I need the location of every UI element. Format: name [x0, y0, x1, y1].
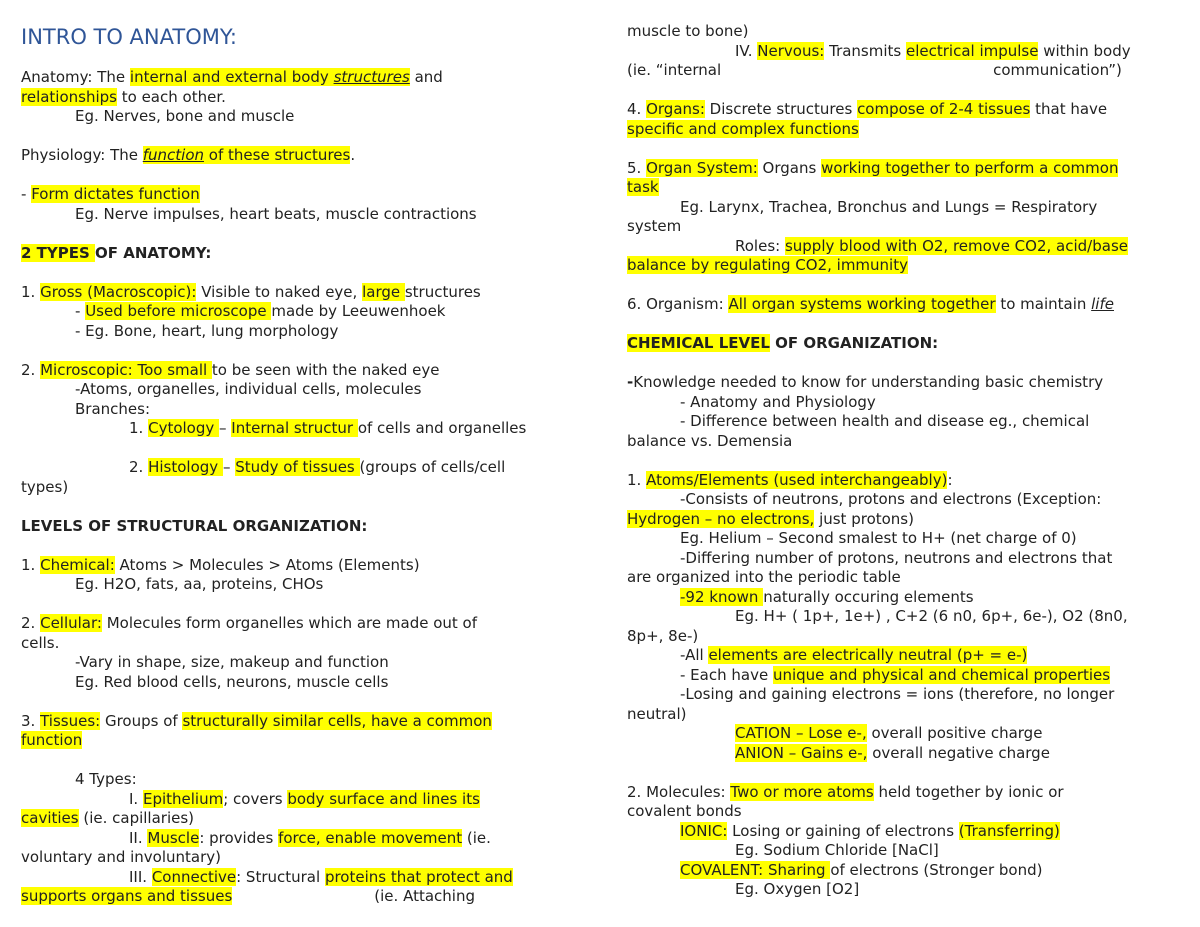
text: Atoms > Molecules > Atoms (Elements) — [114, 555, 420, 574]
text: just protons) — [814, 509, 914, 528]
knowledge-item-2-wrap: balance vs. Demensia — [627, 431, 793, 450]
molecules-wrap: covalent bonds — [627, 802, 742, 820]
highlight: CHEMICAL LEVEL — [627, 334, 770, 352]
text: – — [219, 419, 232, 437]
levels-heading: LEVELS OF STRUCTURAL ORGANIZATION: — [21, 516, 368, 535]
text: 1. — [21, 555, 41, 574]
text: Organs — [757, 158, 822, 177]
highlight: cavities — [21, 809, 79, 827]
ionic-item — [627, 822, 1182, 842]
connective-item — [21, 868, 581, 888]
highlight: Two or more atoms — [730, 782, 874, 801]
organ-system-example: Eg. Larynx, Trachea, Bronchus and Lungs = Respiratory — [680, 197, 1098, 216]
page-title: INTRO TO ANATOMY: — [21, 25, 237, 49]
highlight: specific and complex — [627, 119, 790, 138]
text: Transmits — [824, 41, 906, 60]
form-function-note — [21, 185, 581, 205]
highlight: elements are electrically neutral (p+ = e-) — [708, 646, 1028, 664]
highlight: Organ System: — [646, 158, 758, 177]
highlight: Cytology — [148, 419, 220, 437]
connective-continued: muscle to bone) — [627, 22, 749, 40]
gross-example: - Eg. Bone, heart, lung morphology — [75, 321, 339, 340]
highlight: function — [21, 731, 83, 749]
text: overall negative charge — [867, 743, 1050, 762]
histology-item — [21, 458, 581, 478]
text: : — [947, 470, 953, 489]
types-heading — [21, 244, 581, 264]
text: - — [21, 185, 32, 203]
nervous-wrap — [627, 61, 1182, 81]
highlight: supports organs and tissues — [21, 887, 233, 905]
cellular-vary: -Vary in shape, size, makeup and function — [75, 653, 389, 671]
highlight: balance by regulating CO2, immunity — [627, 256, 908, 274]
text: made by Leeuwenhoek — [271, 302, 446, 320]
atoms-neutral — [627, 646, 1182, 666]
knowledge-item-1: - Anatomy and Physiology — [680, 392, 876, 411]
text: Visible to naked eye, — [196, 282, 363, 301]
atoms-differing: -Differing number of protons, neutrons and electrons that — [680, 548, 1113, 567]
text: 2. — [21, 360, 41, 379]
organ-system-wrap — [627, 178, 1182, 198]
text: 2. — [129, 458, 149, 476]
text: Molecules form organelles which are made out of — [101, 614, 478, 632]
text: Roles: — [735, 236, 785, 255]
text: - — [75, 302, 86, 320]
text: overall positive charge — [866, 724, 1043, 742]
highlight: unique and physical and chemical properties — [772, 665, 1111, 684]
knowledge-item-2: - Difference between health and disease eg., chemical — [680, 412, 1090, 430]
highlight: Microscopic: Too small — [40, 360, 212, 379]
text: III. — [129, 867, 152, 886]
highlight: ANION – Gains e-, — [735, 743, 868, 762]
gross-used-before — [21, 302, 581, 322]
text: 5. — [627, 158, 647, 177]
epithelium-item — [21, 790, 581, 810]
highlight: functions — [789, 119, 859, 138]
underlined-term: life — [1091, 295, 1114, 313]
highlight: All organ systems working together — [728, 295, 996, 313]
text: communication”) — [993, 61, 1122, 79]
text: 6. Organism: — [627, 295, 729, 313]
text: of electrons (Stronger bond) — [830, 860, 1043, 879]
text: 1. — [129, 419, 149, 437]
highlight: supply blood with O2, remove CO2, acid/base — [784, 236, 1128, 255]
highlight: -92 known — [680, 587, 764, 606]
text: (ie. “internal — [627, 61, 722, 79]
physiology-definition — [21, 146, 581, 166]
branches-label: Branches: — [75, 399, 151, 418]
text: (ie. Attaching — [374, 887, 475, 905]
organism-level — [627, 295, 1182, 315]
atoms-example: Eg. H+ ( 1p+, 1e+) , C+2 (6 n0, 6p+, 6e-), O2 (8n0, — [735, 607, 1128, 625]
atoms-92-known — [627, 588, 1182, 608]
highlight: IONIC: — [680, 821, 728, 840]
chemical-example: Eg. H2O, fats, aa, proteins, CHOs — [75, 575, 324, 593]
gross-anatomy — [21, 283, 581, 303]
atoms-elements — [627, 471, 1182, 491]
highlight: 2 TYPES — [21, 243, 96, 262]
text: - — [627, 373, 634, 391]
text: : provides — [199, 828, 279, 847]
anatomy-definition-cont — [21, 88, 581, 108]
atoms-ions-wrap: neutral) — [627, 704, 687, 723]
knowledge-needed — [627, 373, 1182, 393]
connective-wrap — [21, 887, 581, 907]
organ-system-level — [627, 159, 1182, 179]
text: held together by ionic or — [873, 782, 1064, 801]
text: Groups of — [100, 711, 183, 730]
text: Anatomy: The — [21, 68, 130, 86]
cellular-level — [21, 614, 581, 634]
highlight: proteins that protect and — [324, 867, 513, 886]
organ-system-roles-wrap — [627, 256, 1182, 276]
text: IV. — [735, 41, 758, 60]
atoms-consist: -Consists of neutrons, protons and electrons (Exception: — [680, 490, 1102, 508]
highlight: compose of 2-4 tissues — [857, 100, 1031, 118]
highlight: structurally similar cells, have a common — [182, 711, 492, 730]
text: (groups of cells/cell — [359, 458, 506, 476]
organ-system-example-wrap: system — [627, 217, 682, 235]
highlight: Atoms/Elements (used interchangeably) — [646, 470, 948, 489]
atoms-differing-wrap: are organized into the periodic table — [627, 568, 901, 586]
cellular-example: Eg. Red blood cells, neurons, muscle cells — [75, 672, 389, 691]
cytology-item — [21, 419, 581, 439]
highlight: relationships — [21, 87, 117, 106]
text: to maintain — [995, 295, 1092, 313]
text: II. — [129, 828, 148, 847]
text: (ie. — [462, 828, 491, 847]
text: that have — [1030, 100, 1108, 118]
atoms-hydrogen — [627, 510, 1182, 530]
anion-item — [627, 744, 1182, 764]
atoms-ions: -Losing and gaining electrons = ions (therefore, no longer — [680, 685, 1115, 703]
text: to be seen with the naked eye — [211, 360, 440, 379]
text: Discrete structures — [704, 100, 858, 118]
text: 2. — [21, 614, 41, 632]
text: to each other. — [116, 87, 226, 106]
tissues-level — [21, 712, 581, 732]
covalent-example: Eg. Oxygen [O2] — [735, 880, 860, 898]
underlined-term: structures — [333, 68, 410, 86]
highlight: Muscle — [147, 828, 200, 847]
text: ; covers — [223, 789, 288, 808]
epithelium-wrap — [21, 809, 581, 829]
highlight: task — [627, 178, 659, 196]
text: OF ORGANIZATION: — [769, 334, 939, 352]
organs-level — [627, 100, 1182, 120]
muscle-item — [21, 829, 581, 849]
text: Knowledge needed to know for understanding basic chemistry — [633, 373, 1104, 391]
cellular-wrap: cells. — [21, 633, 60, 652]
highlight: Epithelium — [142, 789, 224, 808]
text: 4. — [627, 100, 647, 118]
anatomy-definition — [21, 68, 581, 88]
text: – — [222, 458, 236, 476]
text: 3. — [21, 711, 41, 730]
text: of cells and organelles — [357, 419, 527, 437]
four-types-label: 4 Types: — [75, 770, 137, 788]
text: (ie. capillaries) — [78, 809, 195, 827]
highlight: Study of tissues — [235, 458, 360, 476]
highlight: body surface and lines its — [287, 789, 480, 808]
highlight: large — [362, 282, 405, 301]
left-column — [21, 24, 581, 907]
text: -All — [680, 646, 709, 664]
highlight: Tissues: — [40, 711, 101, 730]
highlight: internal and external body — [129, 68, 334, 86]
text: structures — [404, 282, 481, 301]
text: I. — [129, 789, 143, 808]
highlight: Hydrogen – no electrons, — [627, 509, 815, 528]
chemical-level — [21, 556, 581, 576]
text: naturally occuring elements — [763, 587, 974, 606]
highlight: Used before microscope — [85, 302, 272, 320]
text: - Each have — [680, 665, 773, 684]
text: within body — [1038, 41, 1131, 60]
text: 1. — [21, 282, 41, 301]
atoms-helium: Eg. Helium – Second smalest to H+ (net charge of 0) — [680, 529, 1077, 547]
anatomy-example: Eg. Nerves, bone and muscle — [75, 107, 295, 125]
ionic-example: Eg. Sodium Chloride [NaCl] — [735, 841, 939, 859]
highlight: of these structures — [204, 146, 351, 164]
text: Physiology: The — [21, 146, 143, 164]
text: : Structural — [236, 867, 325, 886]
highlight: force, enable movement — [278, 828, 463, 847]
text: Losing or gaining of electrons — [727, 821, 959, 840]
muscle-wrap: voluntary and involuntary) — [21, 848, 221, 866]
highlight: Form dictates function — [31, 185, 200, 203]
highlight: Nervous: — [757, 41, 825, 60]
histology-wrap: types) — [21, 477, 69, 496]
microscopic-anatomy — [21, 361, 581, 381]
highlight: Gross (Macroscopic): — [40, 282, 197, 301]
nervous-item — [627, 42, 1182, 62]
text: OF ANATOMY: — [95, 243, 212, 262]
right-column — [627, 22, 1182, 900]
highlight: CATION – Lose e-, — [735, 724, 867, 742]
organs-wrap — [627, 120, 1182, 140]
underlined-term: function — [142, 146, 205, 164]
highlight: Internal structur — [231, 419, 358, 437]
molecules-item — [627, 783, 1182, 803]
cation-item — [627, 724, 1182, 744]
covalent-item — [627, 861, 1182, 881]
text: 2. Molecules: — [627, 782, 731, 801]
highlight: electrical impulse — [906, 41, 1039, 60]
text: 1. — [627, 470, 647, 489]
atoms-properties — [627, 666, 1182, 686]
highlight: Cellular: — [40, 614, 102, 632]
highlight: (Transferring) — [958, 821, 1060, 840]
text: and — [409, 68, 443, 86]
text: . — [350, 146, 356, 164]
highlight: COVALENT: Sharing — [680, 860, 831, 879]
highlight: Histology — [148, 458, 223, 476]
highlight: Organs: — [646, 100, 705, 118]
atoms-example-wrap: 8p+, 8e-) — [627, 626, 699, 645]
tissues-wrap — [21, 731, 581, 751]
highlight: working together to perform a common — [821, 158, 1119, 177]
highlight: Connective — [151, 867, 237, 886]
organ-system-roles — [627, 237, 1182, 257]
chemical-level-heading — [627, 334, 1182, 354]
highlight: Chemical: — [40, 555, 115, 574]
microscopic-list: -Atoms, organelles, individual cells, molecules — [75, 380, 422, 398]
form-example: Eg. Nerve impulses, heart beats, muscle contractions — [75, 204, 477, 223]
